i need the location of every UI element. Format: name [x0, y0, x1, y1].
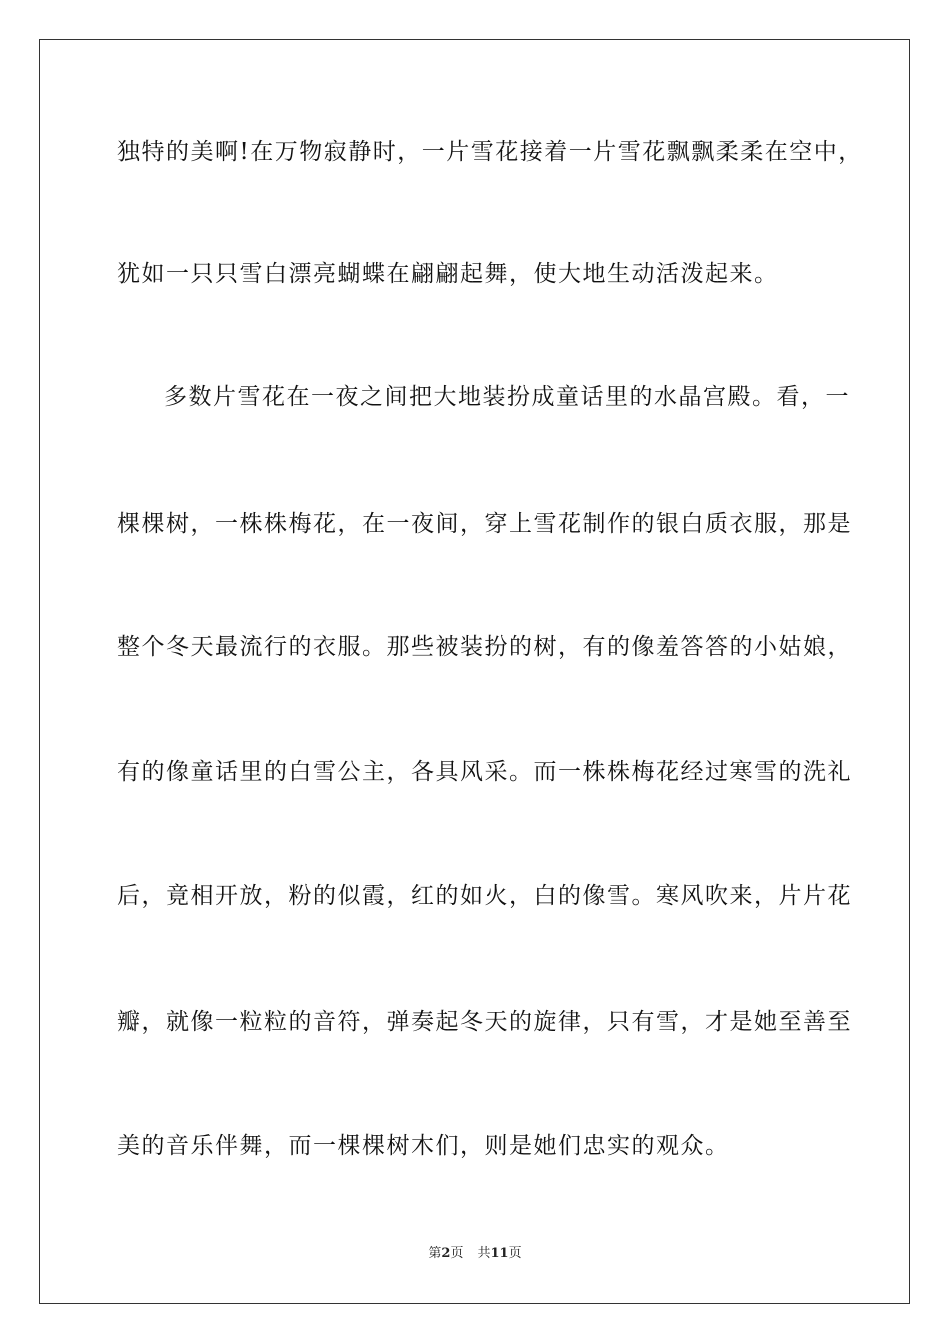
paragraph-start-line: 多数片雪花在一夜之间把大地装扮成童话里的水晶宫殿。看，一 [164, 384, 850, 410]
total-suffix: 页 [508, 1246, 522, 1261]
text-line-6: 有的像童话里的白雪公主，各具风采。而一株株梅花经过寒雪的洗礼 [117, 759, 852, 785]
text-line-8: 瓣，就像一粒粒的音符，弹奏起冬天的旋律，只有雪，才是她至善至 [117, 1009, 852, 1035]
page-footer [0, 1246, 950, 1262]
page-border [39, 39, 910, 1304]
page-number: 2 [441, 1246, 451, 1261]
page-suffix: 页 [450, 1246, 464, 1261]
text-line-9: 美的音乐伴舞，而一棵棵树木们，则是她们忠实的观众。 [117, 1133, 730, 1159]
total-pages: 11 [490, 1246, 509, 1261]
text-line-4: 棵棵树，一株株梅花，在一夜间，穿上雪花制作的银白质衣服，那是 [117, 511, 852, 537]
page-prefix: 第 [428, 1246, 442, 1261]
text-line-1: 独特的美啊!在万物寂静时，一片雪花接着一片雪花飘飘柔柔在空中， [117, 139, 863, 165]
text-line-7: 后，竟相开放，粉的似霞，红的如火，白的像雪。寒风吹来，片片花 [117, 883, 852, 909]
total-prefix: 共 [477, 1246, 491, 1261]
text-line-2: 犹如一只只雪白漂亮蝴蝶在翩翩起舞，使大地生动活泼起来。 [117, 261, 779, 287]
text-line-5: 整个冬天最流行的衣服。那些被装扮的树，有的像羞答答的小姑娘， [117, 634, 852, 660]
